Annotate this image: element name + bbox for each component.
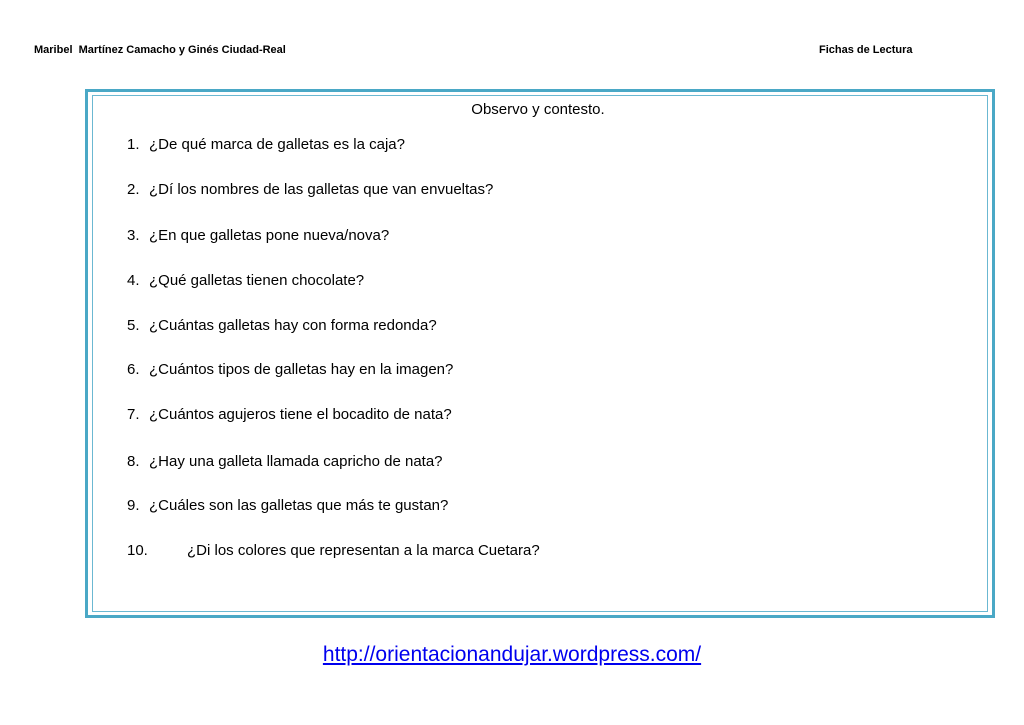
question-text: ¿Cuáles son las galletas que más te gustan? xyxy=(149,497,449,514)
question-number: 5. xyxy=(127,317,140,334)
question-item xyxy=(127,136,405,153)
question-text: ¿Di los colores que representan a la marca Cuetara? xyxy=(187,542,540,559)
question-item xyxy=(127,272,364,289)
question-number: 4. xyxy=(127,272,140,289)
question-text: ¿En que galletas pone nueva/nova? xyxy=(149,227,390,244)
question-text: ¿Cuántos agujeros tiene el bocadito de nata? xyxy=(149,406,452,423)
question-text: ¿Cuántos tipos de galletas hay en la imagen? xyxy=(149,361,454,378)
question-item xyxy=(127,406,452,423)
header-authors: Maribel Martínez Camacho y Ginés Ciudad-Real xyxy=(34,44,286,56)
question-item xyxy=(127,227,389,244)
question-box-inner-frame xyxy=(92,95,988,612)
question-number: 6. xyxy=(127,361,140,378)
question-item xyxy=(127,317,437,334)
question-text: ¿Hay una galleta llamada capricho de nata? xyxy=(149,453,443,470)
header-series-title: Fichas de Lectura xyxy=(819,44,913,56)
question-number: 8. xyxy=(127,453,140,470)
question-item xyxy=(127,497,448,514)
question-item xyxy=(127,181,493,198)
question-number: 9. xyxy=(127,497,140,514)
question-number: 3. xyxy=(127,227,140,244)
question-number: 7. xyxy=(127,406,140,423)
box-title: Observo y contesto. xyxy=(471,101,605,118)
question-number: 1. xyxy=(127,136,140,153)
question-item xyxy=(127,361,453,378)
question-text: ¿Cuántas galletas hay con forma redonda? xyxy=(149,317,437,334)
question-number: 10. xyxy=(127,542,148,559)
question-text: ¿De qué marca de galletas es la caja? xyxy=(149,136,405,153)
question-item xyxy=(127,542,540,559)
question-number: 2. xyxy=(127,181,140,198)
question-item xyxy=(127,453,443,470)
question-text: ¿Qué galletas tienen chocolate? xyxy=(149,272,365,289)
website-link[interactable]: http://orientacionandujar.wordpress.com/ xyxy=(322,643,702,666)
question-text: ¿Dí los nombres de las galletas que van envueltas? xyxy=(149,181,494,198)
